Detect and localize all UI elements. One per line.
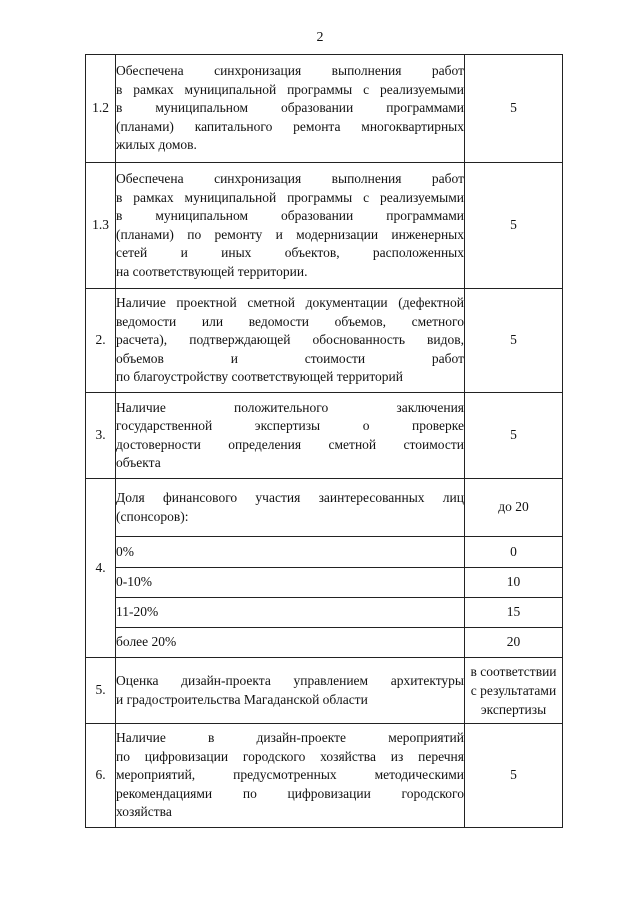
criterion-description: Доля финансового участия заинтересованных лиц (спонсоров): [116, 479, 465, 537]
table-row [86, 393, 563, 479]
criterion-score: в соответствии с результатами экспертизы [465, 658, 563, 724]
share-range-score: 20 [465, 628, 563, 658]
row-number: 1.2 [86, 55, 116, 163]
table-row [86, 724, 563, 828]
page-number: 2 [316, 30, 324, 45]
table-row [86, 479, 563, 537]
criterion-description: Обеспечена синхронизация выполнения работ в рамках муниципальной программы с реализуемыми в муниципальном образовании программами (планами) по ремонту и модернизации инженерных сетей и иных объектов, расположенных на соответствующей территории. [116, 163, 465, 289]
share-range-label: более 20% [116, 628, 465, 658]
row-number: 4. [86, 479, 116, 658]
table-row [86, 289, 563, 393]
row-number: 3. [86, 393, 116, 479]
share-range-label: 0-10% [116, 568, 465, 598]
share-range-score: 10 [465, 568, 563, 598]
criteria-table [85, 54, 563, 828]
table-row [86, 55, 563, 163]
table-row [86, 163, 563, 289]
share-range-score: 15 [465, 598, 563, 628]
share-range-label: 0% [116, 537, 465, 568]
row-number: 2. [86, 289, 116, 393]
criterion-description: Наличие в дизайн-проекте мероприятий по цифровизации городского хозяйства из перечня мероприятий, предусмотренных методическими рекомендациями по цифровизации городского хозяйства [116, 724, 465, 828]
table-subrow [86, 568, 563, 598]
criterion-score: 5 [465, 163, 563, 289]
row-number: 5. [86, 658, 116, 724]
criterion-score: 5 [465, 393, 563, 479]
table-row [86, 658, 563, 724]
table-subrow [86, 628, 563, 658]
criterion-score: 5 [465, 289, 563, 393]
share-range-label: 11-20% [116, 598, 465, 628]
criterion-description: Обеспечена синхронизация выполнения работ в рамках муниципальной программы с реализуемыми в муниципальном образовании программами (планами) капитального ремонта многоквартирных жилых домов. [116, 55, 465, 163]
criterion-score: до 20 [465, 479, 563, 537]
criterion-score: 5 [465, 724, 563, 828]
share-range-score: 0 [465, 537, 563, 568]
table-subrow [86, 598, 563, 628]
row-number: 6. [86, 724, 116, 828]
table-subrow [86, 537, 563, 568]
criterion-description: Оценка дизайн-проекта управлением архитектуры и градостроительства Магаданской области [116, 658, 465, 724]
criterion-description: Наличие проектной сметной документации (дефектной ведомости или ведомости объемов, сметного расчета), подтверждающей обоснованность видов, объемов и стоимости работ по благоустройству соответствующей территорий [116, 289, 465, 393]
criterion-description: Наличие положительного заключения государственной экспертизы о проверке достоверности определения сметной стоимости объекта [116, 393, 465, 479]
row-number: 1.3 [86, 163, 116, 289]
criterion-score: 5 [465, 55, 563, 163]
